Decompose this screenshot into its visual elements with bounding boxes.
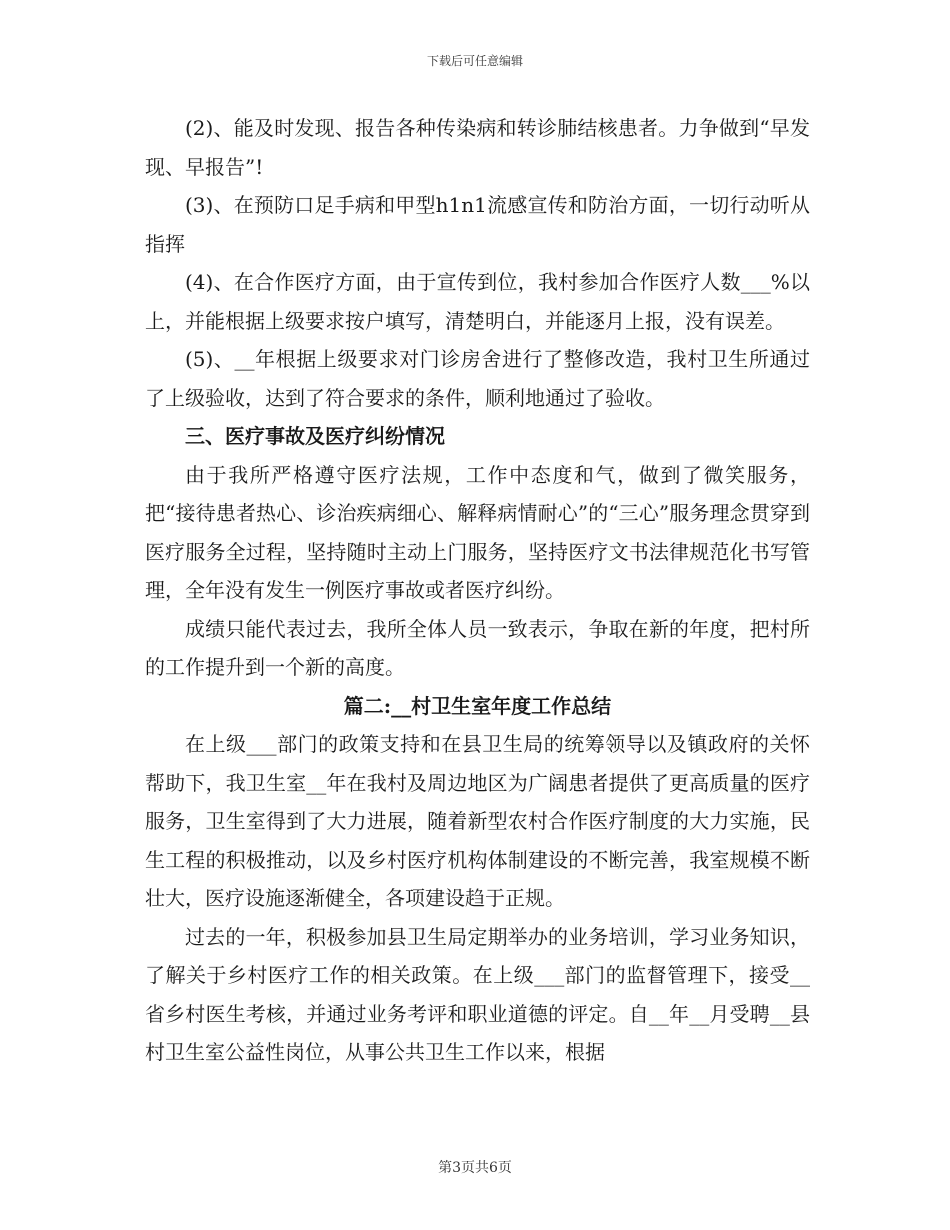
paragraph-medical-disputes: 由于我所严格遵守医疗法规，工作中态度和气，做到了微笑服务，把“接待患者热心、诊治疾病细心、解释病情耐心”的“三心”服务理念贯穿到医疗服务全过程，坚持随时主动上门服务，坚持医疗文书法律规范化书写管理，全年没有发生一例医疗事故或者医疗纠纷。 xyxy=(145,462,810,602)
paragraph-conclusion: 成绩只能代表过去，我所全体人员一致表示，争取在新的年度，把村所的工作提升到一个新的高度。 xyxy=(145,616,810,679)
paragraph-item-3: (3)、在预防口足手病和甲型h1n1流感宣传和防治方面，一切行动听从指挥 xyxy=(145,193,810,256)
paragraph-intro: 在上级___部门的政策支持和在县卫生局的统筹领导以及镇政府的关怀帮助下，我卫生室__年在我村及周边地区为广阔患者提供了更高质量的医疗服务，卫生室得到了大力进展，随着新型农村合作医疗制度的大力实施，民生工程的积极推动，以及乡村医疗机构体制建设的不断完善，我室规模不断壮大，医疗设施逐渐健全，各项建设趋于正规。 xyxy=(145,732,810,910)
page-footer: 第3页共6页 xyxy=(438,1160,512,1176)
section-heading-3: 三、医疗事故及医疗纠纷情况 xyxy=(185,424,445,448)
chapter-title: 篇二:__村卫生室年度工作总结 xyxy=(343,693,612,718)
paragraph-past-year: 过去的一年，积极参加县卫生局定期举办的业务培训，学习业务知识，了解关于乡村医疗工作的相关政策。在上级___部门的监督管理下，接受__省乡村医生考核，并通过业务考评和职业道德的评定。自__年__月受聘__县村卫生室公益性岗位，从事公共卫生工作以来，根据 xyxy=(145,924,810,1064)
document-body xyxy=(145,109,810,1072)
page-header: 下载后可任意编辑 xyxy=(426,54,523,68)
paragraph-item-2: (2)、能及时发现、报告各种传染病和转诊肺结核患者。力争做到“早发现、早报告”! xyxy=(145,116,810,179)
paragraph-item-4: (4)、在合作医疗方面，由于宣传到位，我村参加合作医疗人数___%以上，并能根据上级要求按户填写，清楚明白，并能逐月上报，没有误差。 xyxy=(145,270,810,333)
paragraph-item-5: (5)、__年根据上级要求对门诊房舍进行了整修改造，我村卫生所通过了上级验收，达到了符合要求的条件，顺利地通过了验收。 xyxy=(145,347,810,410)
